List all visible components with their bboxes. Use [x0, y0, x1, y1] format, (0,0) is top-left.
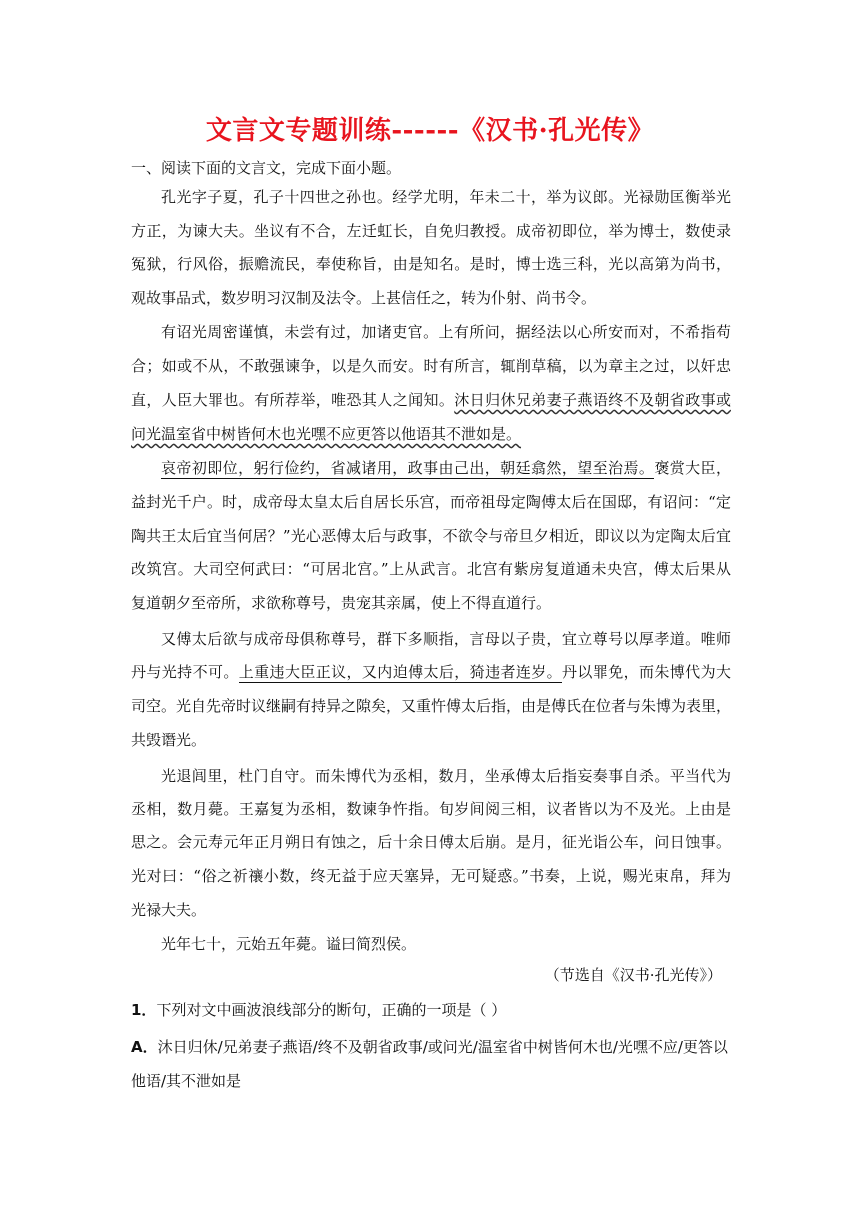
passage-line: 冤狱，行风俗，振赡流民，奉使称旨，由是知名。是时，博士选三科，光以高第为尚书， [131, 255, 731, 273]
passage-line: 又傅太后欲与成帝母俱称尊号，群下多顺指，言母以子贵，宜立尊号以厚孝道。唯师 [161, 630, 731, 648]
option-text: 沐日归休/兄弟妻子燕语/终不及朝省政事/或问光/温室省中树皆何木也/光嘿不应/更答以 [157, 1038, 728, 1056]
answer-option-a-continued [131, 1069, 736, 1093]
underlined-sentence: 上重违大臣正议，又内迫傅太后，猗违者连岁。 [238, 663, 563, 681]
passage-line: 复道朝夕至帝所，求欲称尊号，贵宠其亲属，使上不得直道行。 [131, 594, 552, 612]
question-stem [131, 998, 736, 1022]
passage-text: 褒赏大臣， [654, 459, 731, 477]
passage-line: 益封光千户。时，成帝母太皇太后自居长乐宫，而帝祖母定陶傅太后在国邸，有诏问：“定 [131, 493, 731, 511]
passage-line: 合；如或不从，不敢强谏争，以是久而安。时有所言，辄削草稿，以为章主之过，以奸忠 [131, 357, 731, 375]
source-citation: （节选自《汉书·孔光传》） [544, 966, 722, 984]
answer-option-a[interactable] [131, 1035, 736, 1059]
option-text: 他语/其不泄如是 [131, 1072, 242, 1090]
passage-line: 光退闾里，杜门自守。而朱博代为丞相，数月，坐承傅太后指妄奏事自杀。平当代为 [161, 767, 731, 785]
question-number: 1． [131, 1001, 157, 1019]
passage-text: 直，人臣大罪也。有所荐举，唯恐其人之闻知。 [131, 391, 455, 409]
question-text: 下列对文中画波浪线部分的断句，正确的一项是（ ） [156, 1001, 507, 1019]
passage-line: 方正，为谏大夫。坐议有不合，左迁虹长，自免归教授。成帝初即位，举为博士，数使录 [131, 222, 731, 240]
passage-line: 光禄大夫。 [131, 901, 207, 919]
option-label: A． [131, 1038, 158, 1056]
wavy-underlined-text: 沐日归休兄弟妻子燕语终不及朝省政事或 [454, 391, 731, 409]
passage-text: 丹与光持不可。 [131, 663, 239, 681]
underlined-sentence: 哀帝初即位，躬行俭约，省减诸用，政事由己出，朝廷翕然，望至治焉。 [161, 459, 655, 477]
passage-line: 观故事品式，数岁明习汉制及法令。上甚信任之，转为仆射、尚书令。 [131, 289, 597, 307]
section-instruction: 一、阅读下面的文言文，完成下面小题。 [131, 159, 402, 177]
document-title: 文言文专题训练------《汉书·孔光传》 [205, 116, 655, 146]
passage-line: 思之。会元寿元年正月朔日有蚀之，后十余日傅太后崩。是月，征光诣公车，问日蚀事。 [131, 833, 731, 851]
passage-line: 陶共王太后宜当何居？”光心恶傅太后与政事，不欲令与帝旦夕相近，即议以为定陶太后宜 [131, 527, 731, 545]
passage-line: 光对曰：“俗之祈禳小数，终无益于应天塞异，无可疑惑。”书奏，上说，赐光束帛，拜为 [131, 867, 731, 885]
passage-text: 丹以罪免，而朱博代为大 [562, 663, 731, 681]
passage-line: 司空。光自先帝时议继嗣有持异之隙矣，又重忤傅太后指，由是傅氏在位者与朱博为表里， [131, 697, 732, 715]
passage-line: 丞相，数月薨。王嘉复为丞相，数谏争忤指。旬岁间阅三相，议者皆以为不及光。上由是 [131, 800, 731, 818]
passage-line: 有诏光周密谨慎，未尝有过，加诸吏官。上有所问，据经法以心所安而对，不希指苟 [161, 323, 731, 341]
passage-line: 光年七十，元始五年薨。谥曰简烈侯。 [161, 935, 417, 953]
passage-line: 共毁谮光。 [131, 731, 207, 749]
passage-line: 改筑宫。大司空何武曰：“可居北宫。”上从武言。北宫有紫房复道通未央宫，傅太后果从 [131, 560, 731, 578]
passage-line [131, 422, 731, 446]
passage-line: 孔光字子夏，孔子十四世之孙也。经学尤明，年未二十，举为议郎。光禄勋匡衡举光 [161, 188, 731, 206]
passage-line [131, 456, 731, 480]
passage-line [131, 660, 731, 684]
wavy-underlined-text: 问光温室省中树皆何木也光嘿不应更答以他语其不泄如是。 [131, 425, 522, 443]
passage-line [131, 388, 731, 412]
